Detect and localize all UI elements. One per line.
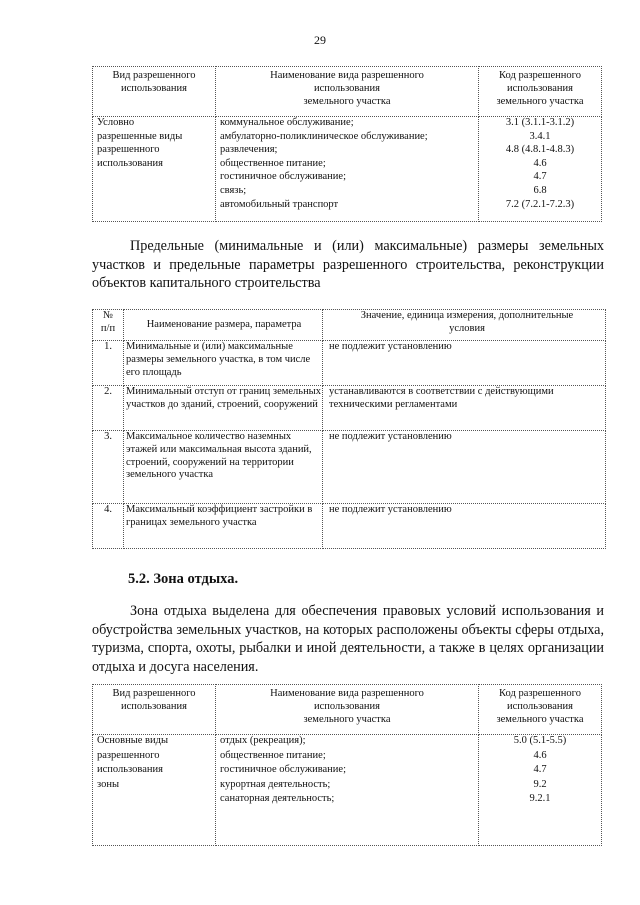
use-names-cell: коммунальное обслуживание; амбулаторно-поликлиническое обслуживание; развлечения; общественное питание; гостиничное обслуживание; связь; автомобильный транспорт [216,117,479,222]
header-code: Код разрешенного использования земельного участка [479,67,602,117]
header-name: Наименование вида разрешенного использования земельного участка [216,67,479,117]
header-number: № п/п [93,310,124,341]
table-row [93,117,602,222]
parameters-table [92,309,606,549]
use-codes-cell: 5.0 (5.1-5.5) 4.6 4.7 9.2 9.2.1 [479,735,602,846]
zone-description-paragraph: Зона отдыха выделена для обеспечения правовых условий использования и обустройства земельных участков, на которых расположены объекты сферы отдыха, туризма, спорта, охоты, рыбалки и иной деятельности, а также в целях организации отдыха и досуга населения. [92,603,604,675]
header-kind: Вид разрешенного использования [93,685,216,735]
header-parameter: Наименование размера, параметра [124,310,323,341]
header-kind: Вид разрешенного использования [93,67,216,117]
use-kind-cell: Основные виды разрешенного использования зоны [93,735,216,846]
table-row: 3. Максимальное количество наземных этажей или максимальная высота зданий, строений, сооружений на территории земельного участка не подлежит установлению [93,431,606,504]
page-number: 29 [314,33,326,47]
header-value: Значение, единица измерения, дополнительные условия [323,310,606,341]
permitted-use-table-conditional [92,66,602,222]
header-name: Наименование вида разрешенного использования земельного участка [216,685,479,735]
use-names-cell: отдых (рекреация); общественное питание; гостиничное обслуживание; курортная деятельность; санаторная деятельность; [216,735,479,846]
table-row [93,735,602,846]
limits-paragraph: Предельные (минимальные и (или) максимальные) размеры земельных участков и предельные параметры разрешенного строительства, реконструкции объектов капитального строительства [92,238,604,291]
table-row: 4. Максимальный коэффициент застройки в границах земельного участка не подлежит установлению [93,504,606,549]
use-codes-cell: 3.1 (3.1.1-3.1.2) 3.4.1 4.8 (4.8.1-4.8.3) 4.6 4.7 6.8 7.2 (7.2.1-7.2.3) [479,117,602,222]
permitted-use-table-main [92,684,602,846]
section-heading: 5.2. Зона отдыха. [128,571,239,587]
header-code: Код разрешенного использования земельного участка [479,685,602,735]
table-row: 2. Минимальный отступ от границ земельных участков до зданий, строений, сооружений устанавливаются в соответствии с действующими техническими регламентами [93,386,606,431]
use-kind-cell: Условно разрешенные виды разрешенного использования [93,117,216,222]
table-row: 1. Минимальные и (или) максимальные размеры земельного участка, в том числе его площадь не подлежит установлению [93,341,606,386]
